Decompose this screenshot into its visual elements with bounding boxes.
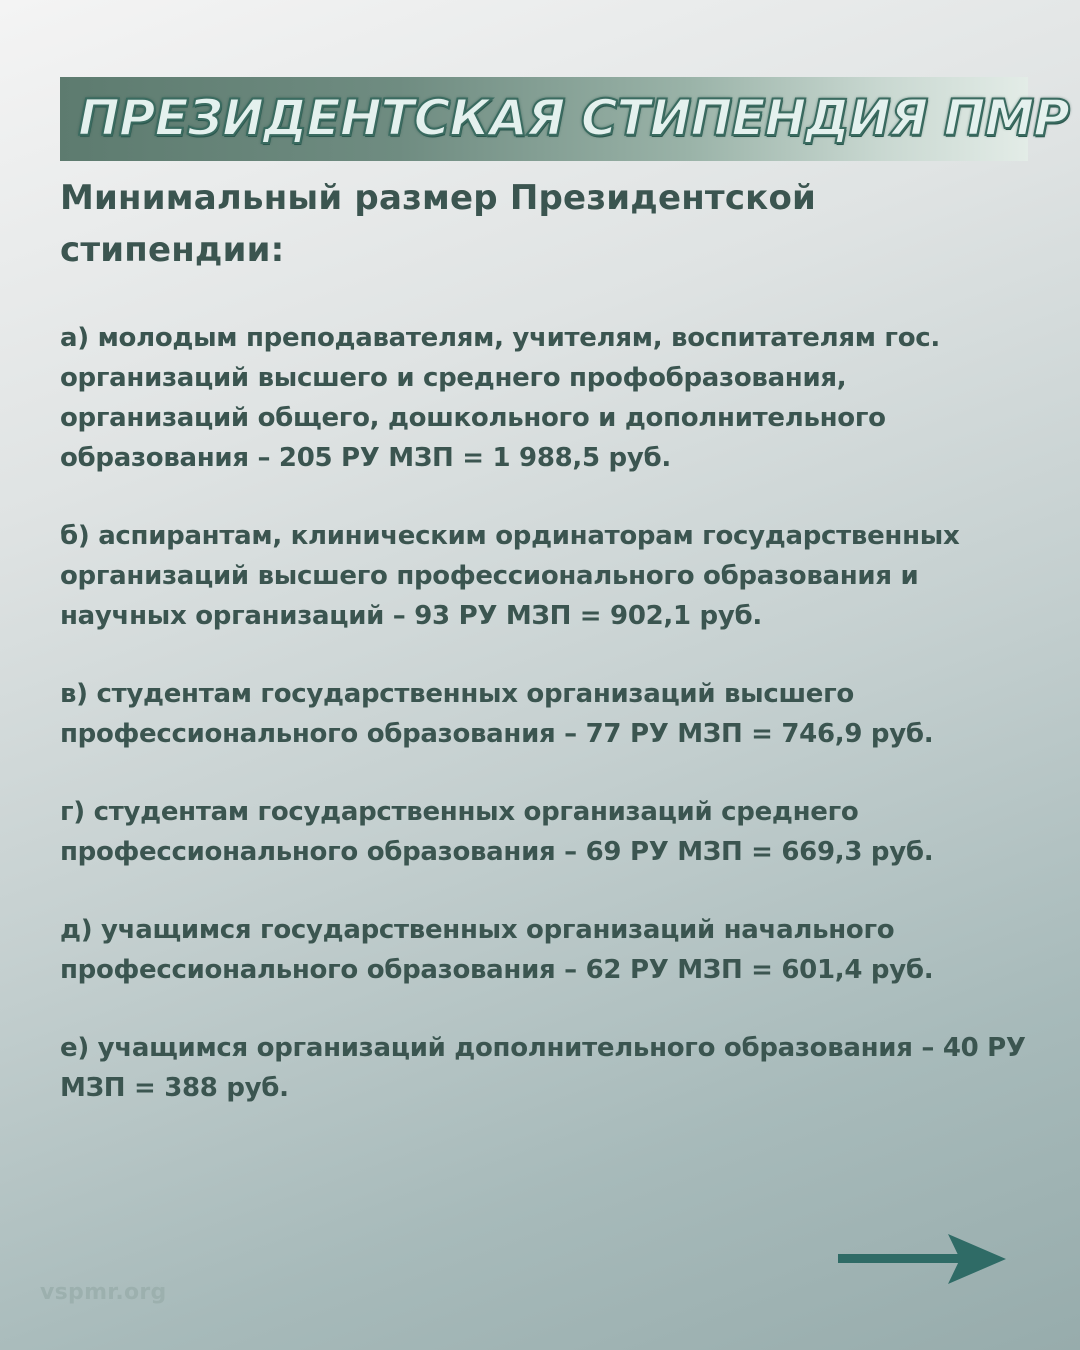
subtitle: Минимальный размер Президентской стипендии: [60, 178, 817, 270]
list-item: е) учащимся организаций дополнительного образования – 40 РУ МЗП = 388 руб. [60, 1033, 1026, 1103]
site-url: vspmr.org [40, 1280, 167, 1305]
list-item: д) учащимся государственных организаций начального профессионального образования – 62 РУ МЗП = 601,4 руб. [60, 915, 934, 985]
arrow-right-icon[interactable] [838, 1232, 1008, 1286]
page-title: ПРЕЗИДЕНТСКАЯ СТИПЕНДИЯ ПМР [78, 89, 1069, 147]
content [60, 172, 1040, 1146]
list-item: г) студентам государственных организаций среднего профессионального образования – 69 РУ МЗП = 669,3 руб. [60, 797, 934, 867]
list-item: б) аспирантам, клиническим ординаторам государственных организаций высшего профессионального образования и научных организаций – 93 РУ МЗП = 902,1 руб. [60, 521, 960, 631]
list-item: а) молодым преподавателям, учителям, воспитателям гос. организаций высшего и среднего профобразования, организаций общего, дошкольного и дополнительного образования – 205 РУ МЗП = 1 988,5 руб. [60, 323, 940, 473]
list-item: в) студентам государственных организаций высшего профессионального образования – 77 РУ МЗП = 746,9 руб. [60, 679, 934, 749]
title-banner [60, 77, 1069, 161]
